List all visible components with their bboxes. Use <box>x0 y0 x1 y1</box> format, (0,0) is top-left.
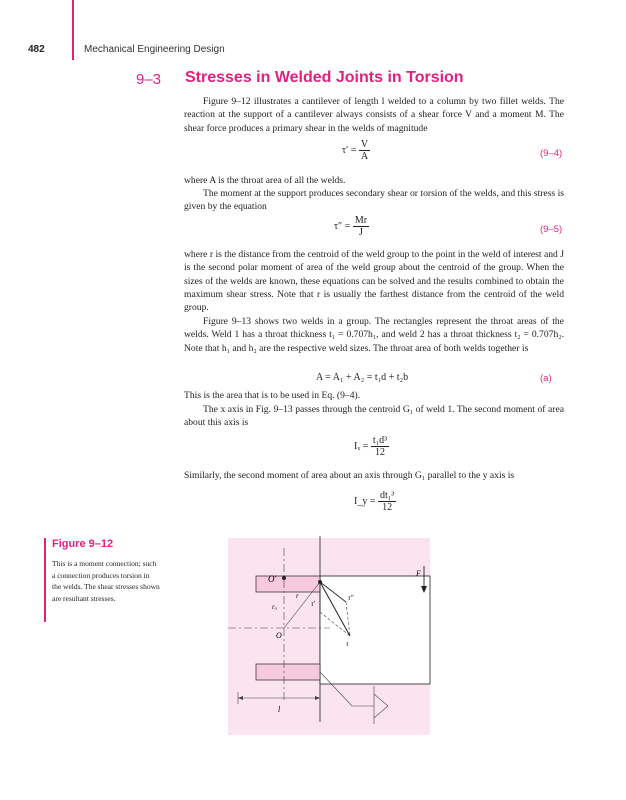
weld-top <box>256 576 320 592</box>
label-o: O <box>276 631 282 640</box>
paragraph-8: Similarly, the second moment of area about an axis through G₁ parallel to the y axis is <box>184 470 515 481</box>
centroid-o-prime <box>282 576 286 580</box>
paragraph-7: The x axis in Fig. 9–13 passes through the centroid G₁ of weld 1. The second moment of area about this axis is <box>184 404 564 429</box>
figure-caption: This is a moment connection; such a connection produces torsion in the welds. The shear stresses shown are resultant stresses. <box>52 559 160 603</box>
label-f: F <box>416 569 421 578</box>
label-r: r <box>296 592 299 600</box>
eq-denominator: 12 <box>375 447 385 458</box>
eq-lhs: τ″ = <box>334 220 351 232</box>
eq-numerator: dt₁³ <box>379 490 395 501</box>
eq-denominator: 12 <box>382 502 393 513</box>
label-tau-dprime: τ″ <box>348 594 354 602</box>
figure-title: Figure 9–12 <box>52 538 114 550</box>
label-tau-prime: τ′ <box>311 600 316 608</box>
equation-number: (9–5) <box>540 224 563 235</box>
paragraph-3: The moment at the support produces secondary shear or torsion of the welds, and this stress is given by the equation <box>184 188 564 213</box>
section-title: Stresses in Welded Joints in Torsion <box>185 69 464 86</box>
label-o-prime: O′ <box>268 574 277 584</box>
eq-denominator: J <box>358 227 363 238</box>
paragraph-4: where r is the distance from the centroid of the weld group to the point in the weld of interest and J is the second polar moment of area of the weld group about the centroid of the group. When the sizes of the welds are known, these equations can be solved and the results combined to obtain the maximum shear stress. Note that r is usually the farthest distance from the centroid of the weld group. <box>184 249 564 314</box>
equation-number: (9–4) <box>540 148 563 159</box>
eq-lhs: I_y = <box>354 495 376 507</box>
cantilever-plate <box>320 576 430 684</box>
running-title: Mechanical Engineering Design <box>84 44 225 55</box>
weld-bottom <box>256 664 320 680</box>
eq-denominator: A <box>360 151 369 162</box>
eq-numerator: V <box>360 139 369 150</box>
label-r-a: rₐ <box>272 603 277 611</box>
page-number: 482 <box>28 44 45 55</box>
eq-lhs: τ′ = <box>342 144 357 156</box>
paragraph-5: Figure 9–13 shows two welds in a group. The rectangles represent the throat areas of the welds. Weld 1 has a throat thickness t₁ = 0.707h₁, and weld 2 has a throat thickness t₂ = 0.707h₂. Note that h₁ and h₂ are the respective weld sizes. The throat area of both welds together is <box>184 316 564 354</box>
label-l: l <box>278 705 281 714</box>
section-number: 9–3 <box>136 71 162 88</box>
eq-lhs: Iₓ = <box>354 440 369 452</box>
eq-numerator: t₁d³ <box>372 435 388 446</box>
equation-a: A = A₁ + A₂ = t₁d + t₂b <box>316 372 409 383</box>
equation-number: (a) <box>540 373 552 384</box>
paragraph-1: Figure 9–12 illustrates a cantilever of length l welded to a column by two fillet welds. The reaction at the support of a cantilever always consists of a shear force V and a moment M. The shear force produces a primary shear in the welds of magnitude <box>184 96 564 134</box>
paragraph-2: where A is the throat area of all the welds. <box>184 175 346 186</box>
eq-numerator: Mr <box>354 215 368 226</box>
label-tau: τ <box>346 640 349 648</box>
paragraph-6: This is the area that is to be used in Eq. (9–4). <box>184 390 361 401</box>
